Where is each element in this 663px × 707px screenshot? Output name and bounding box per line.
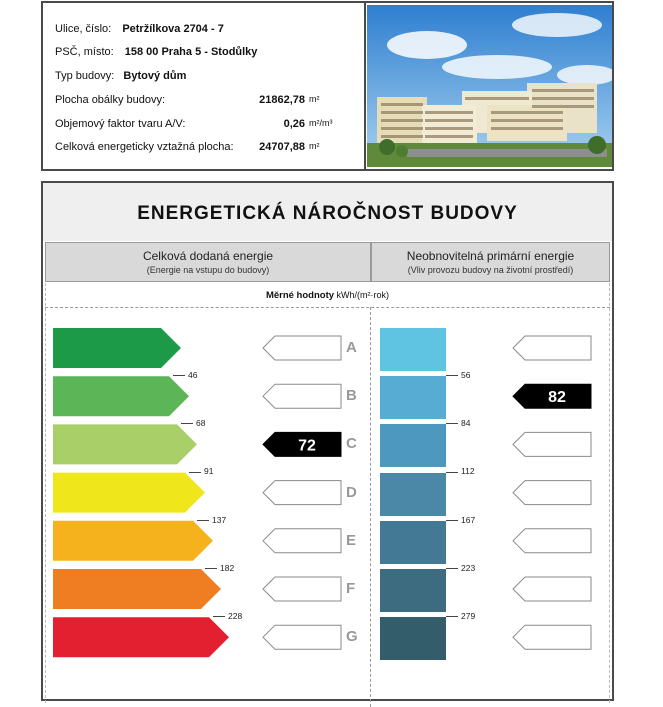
class-letter-g: G [346,628,358,646]
energy-band-b [53,376,189,416]
building-info-panel [41,1,614,171]
class-letter-a: A [346,339,357,356]
energy-band-e [53,521,213,561]
zip-label: PSČ, místo: [55,46,114,58]
label-title: ENERGETICKÁ NÁROČNOST BUDOVY [137,203,518,224]
right-column-subtitle: (Vliv provozu budovy na životní prostředí) [407,265,574,275]
primary-threshold: 112 [446,466,475,476]
primary-energy-empty-arrow [513,625,591,649]
area-label: Celková energeticky vztažná plocha: [55,141,234,153]
energy-label-panel [41,181,614,701]
zip-row [55,46,257,58]
specific-values-label: Měrné hodnoty [265,290,335,301]
street-label: Ulice, číslo: [55,23,112,35]
primary-energy-bar-e [380,521,446,564]
delivered-threshold: 68 [181,418,205,428]
primary-energy-bar-g [380,617,446,660]
envelope-value: 21862,78 [259,94,305,106]
delivered-energy-empty-arrow [263,577,341,601]
delivered-energy-empty-arrow [263,336,341,360]
class-letter-c: C [346,435,357,453]
delivered-threshold: 91 [189,466,213,476]
envelope-row [55,94,320,106]
info-divider [364,3,366,169]
area-value: 24707,88 [259,141,305,153]
delivered-threshold: 182 [205,563,234,573]
delivered-energy-empty-arrow [263,481,341,505]
zip-value: 158 00 Praha 5 - Stodůlky [124,46,258,58]
energy-band-a [53,328,181,368]
primary-energy-empty-arrow [513,529,591,553]
envelope-unit: m² [309,94,320,104]
delivered-threshold: 228 [213,611,242,621]
class-letter-b: B [346,387,357,405]
area-row [55,141,320,153]
type-row [55,70,186,82]
primary-energy-bar-a [380,328,446,371]
shape-value: 0,26 [283,118,305,130]
primary-threshold: 223 [446,563,475,573]
primary-energy-bar-f [380,569,446,612]
primary-threshold: 56 [446,370,470,380]
building-photo-illustration [367,5,612,167]
right-column-title: Neobnovitelná primární energie [406,249,575,263]
building-photo [367,5,612,167]
primary-energy-bar-c [380,424,446,467]
energy-band-g [53,617,229,657]
delivered-threshold: 46 [173,370,197,380]
class-letter-e: E [346,531,357,549]
left-column-title: Celková dodaná energie [142,249,274,263]
delivered-energy-empty-arrow [263,529,341,553]
delivered-energy-value: 72 [298,437,316,455]
primary-energy-bar-b [380,376,446,419]
class-letter-d: D [346,483,357,501]
class-letter-f: F [346,580,356,597]
primary-threshold: 279 [446,611,475,621]
left-column-subtitle: (Energie na vstupu do budovy) [146,265,270,275]
primary-energy-empty-arrow [513,336,591,360]
energy-band-c [53,424,197,464]
street-value: Petržílkova 2704 - 7 [122,23,224,35]
primary-energy-empty-arrow [513,481,591,505]
type-label: Typ budovy: [55,70,115,82]
delivered-threshold: 137 [197,515,226,525]
area-unit: m² [309,141,320,151]
specific-values-unit: kWh/(m²·rok) [336,290,390,300]
shape-unit: m²/m³ [309,118,333,128]
energy-band-d [53,473,205,513]
delivered-energy-empty-arrow [263,384,341,408]
primary-energy-empty-arrow [513,577,591,601]
street-row [55,23,224,35]
primary-energy-bar-d [380,473,446,516]
primary-threshold: 167 [446,515,475,525]
primary-energy-empty-arrow [513,432,591,456]
primary-energy-value: 82 [548,389,566,407]
shape-label: Objemový faktor tvaru A/V: [55,118,186,130]
energy-band-f [53,569,221,609]
envelope-label: Plocha obálky budovy: [55,94,166,106]
type-value: Bytový dům [123,70,187,82]
delivered-energy-empty-arrow [263,625,341,649]
shape-row [55,118,333,130]
energy-arrows-layer [43,183,612,698]
primary-threshold: 84 [446,418,470,428]
